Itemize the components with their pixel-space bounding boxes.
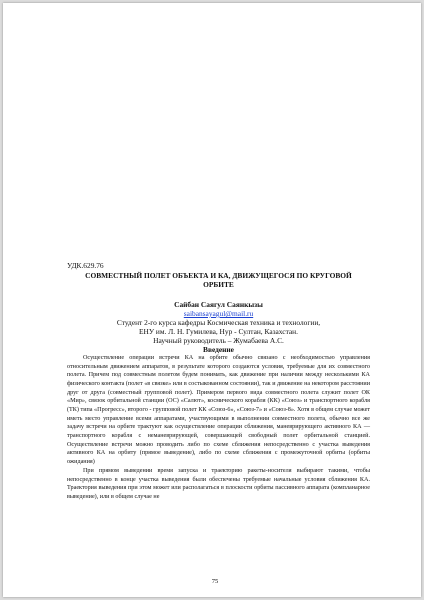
paragraph-2: При прямом выведении время запуска и траекторию ракеты-носителя выбирают такими, чтобы непосредственно в конце участка выведения были обеспечены требуемые начальные условия сближения КА. Траектория выведения при этом может или располагаться в плоскости орбиты пассивного аппарата (компланарное выведение), или в общем случае не — [67, 468, 370, 500]
affiliation-line-1: Студент 2-го курса кафедры Космическая техника и технологии, — [116, 318, 321, 327]
article-body — [67, 261, 370, 502]
section-heading: Введение — [203, 345, 234, 354]
udc-code: УДК.629.76 — [67, 261, 104, 270]
affiliation-line-2: ЕНУ им. Л. Н. Гумилева, Нур - Султан, Казахстан. — [139, 327, 298, 336]
article-title — [67, 271, 370, 289]
paragraph-1: Осуществление операции встречи КА на орбите обычно связано с необходимостью управления относительным движением аппаратов, в результате которого создаются условия, требуемые для их совместного полета. Причем под совместным полетом будем понимать, как движение при наличии между несколькими КА физического контакта (полет «в связке» или в состыкованном состоянии), так и движение на некотором расстоянии друг от друга (совместный групповой полет). Примером первого вида совместного полета служит полет ОК «Мир», связок орбитальной станции (ОС) «Салют», космического корабля (КК) «Союз» и транспортного корабля (ТК) типа «Прогресс», второго - групповой полет КК «Союз-6», «Союз-7» и «Союз-8». Хотя в общем случае может иметь место управление всеми аппаратами, участвующими в выполнении совместного полета, обычно все же задачу встречи на орбите трактуют как осуществление операции сближения, маневрирующего активного КА — транспортного корабля с неманеврирующей, совершающей свободный полет орбитальной станцией. Осуществление встречи можно проводить либо по схеме сближения непосредственно с участка выведения активного КА на орбиту (прямое выведение), либо по схеме сближения с промежуточной орбиты (орбиты ожидания) — [67, 355, 370, 465]
author-name: Сайбан Саягул Саянкызы — [174, 300, 263, 309]
article-title-line-1: СОВМЕСТНЫЙ ПОЛЕТ ОБЪЕКТА И КА, ДВИЖУЩЕГОСЯ ПО КРУГОВОЙ — [85, 271, 352, 280]
document-page — [3, 3, 421, 597]
author-email-link[interactable]: saibansayagul@mail.ru — [183, 309, 254, 318]
article-title-line-2: ОРБИТЕ — [203, 280, 234, 289]
advisor: Научный руководитель – Жумабаева А.С. — [153, 336, 284, 345]
page-number: 75 — [211, 578, 219, 585]
